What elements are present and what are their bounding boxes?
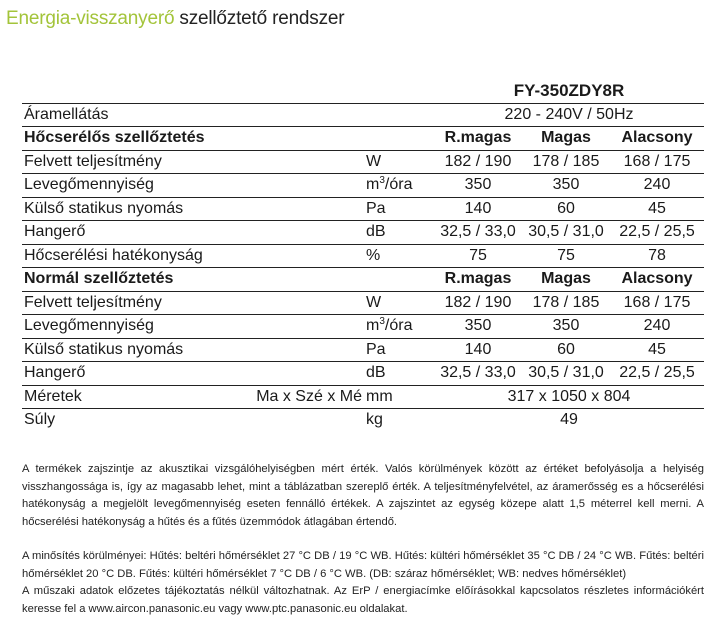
section-header-row [22, 268, 704, 292]
row-value: 30,5 / 31,0 [522, 221, 610, 245]
spec-row [22, 338, 704, 362]
row-label: Méretek [22, 385, 242, 409]
col-header: R.magas [434, 127, 522, 151]
row-label: Hangerő [22, 362, 364, 386]
row-unit: mm [364, 385, 434, 409]
row-label: Külső statikus nyomás [22, 197, 364, 221]
row-value: 60 [522, 338, 610, 362]
spec-row [22, 174, 704, 198]
row-value: 45 [610, 197, 704, 221]
row-value: 168 / 175 [610, 291, 704, 315]
spec-row [22, 291, 704, 315]
row-value: 22,5 / 25,5 [610, 362, 704, 386]
page-title [6, 8, 344, 30]
row-value: 60 [522, 197, 610, 221]
row-value: 75 [522, 244, 610, 268]
row-value: 140 [434, 338, 522, 362]
row-value: 350 [434, 174, 522, 198]
row-label: Felvett teljesítmény [22, 150, 364, 174]
weight-value: 49 [560, 411, 578, 429]
col-header: Magas [522, 268, 610, 292]
section-heading: Normál szellőztetés [22, 268, 434, 292]
row-value: 75 [434, 244, 522, 268]
spec-row [22, 197, 704, 221]
row-unit: dB [364, 362, 434, 386]
row-value: 240 [610, 174, 704, 198]
col-header: R.magas [434, 268, 522, 292]
note-paragraph: A termékek zajszintje az akusztikai vizsgálóhelyiségben mért érték. Valós körülmények között az értéket befolyásolja a helyiség visszhangossága is, így az magasabb lehet, mint a táblázatban szereplő érték. A teljesítményfelvétel, az áramerősség es a hőcserélési hatékonyság a megjelölt levegőmennyiség eseten fennálló értékek. A zajszintet az egység közepe alatt 1,5 méterrel kell merni. A hőcserélési hatékonyság a hűtés és a fűtés üzemmódok átlagában értendő. [22, 463, 704, 528]
section2-rows [22, 291, 704, 385]
spec-row [22, 315, 704, 339]
spec-row [22, 221, 704, 245]
dimensions-sublabel: Ma x Szé x Mé [242, 385, 364, 409]
row-value: 178 / 185 [522, 150, 610, 174]
row-value: 350 [434, 315, 522, 339]
row-value: 350 [522, 315, 610, 339]
row-value: 140 [434, 197, 522, 221]
power-value: 220 - 240V / 50Hz [434, 103, 704, 127]
notes-block [22, 461, 704, 531]
row-value: 168 / 175 [610, 150, 704, 174]
row-unit: W [364, 150, 434, 174]
row-label: Levegőmennyiség [22, 174, 364, 198]
section-header-row [22, 127, 704, 151]
model-name: FY-350ZDY8R [434, 80, 704, 103]
row-value: 78 [610, 244, 704, 268]
row-label: Súly [24, 411, 56, 429]
row-label: Hőcserélési hatékonyság [22, 244, 364, 268]
note-paragraph: A minősítés körülményei: Hűtés: beltéri hőmérséklet 27 °C DB / 19 °C WB. Hűtés: kültéri hőmérséklet 35 °C DB / 24 °C WB. Fűtés: beltéri hőmérséklet 20 °C DB. Fűtés: kültéri hőmérséklet 7 °C DB / 6 °C WB. (DB: száraz hőmérséklet; WB: nedves hőmérséklet) [22, 550, 704, 580]
notes-block [22, 548, 704, 618]
row-value: 240 [610, 315, 704, 339]
spec-row [22, 244, 704, 268]
row-unit: Pa [364, 197, 434, 221]
power-row [22, 103, 704, 127]
section1-rows [22, 150, 704, 268]
row-unit: dB [364, 221, 434, 245]
spec-table [22, 80, 704, 432]
spec-row [22, 362, 704, 386]
row-value: 22,5 / 25,5 [610, 221, 704, 245]
row-label: Felvett teljesítmény [22, 291, 364, 315]
row-value: 32,5 / 33,0 [434, 221, 522, 245]
row-label: Áramellátás [22, 103, 242, 127]
dimensions-row [22, 385, 704, 409]
note-paragraph: A műszaki adatok előzetes tájékoztatás nélkül változhatnak. Az ErP / energiacímke előírásokkal kapcsolatos részletes információkért keresse fel a www.aircon.panasonic.eu vagy www.ptc.panasonic.eu oldalakat. [22, 585, 704, 615]
row-value: 32,5 / 33,0 [434, 362, 522, 386]
row-unit: W [364, 291, 434, 315]
title-rest: szellőztető rendszer [174, 8, 345, 29]
row-value: 182 / 190 [434, 291, 522, 315]
row-label: Hangerő [22, 221, 364, 245]
dimensions-value: 317 x 1050 x 804 [434, 385, 704, 409]
col-header: Magas [522, 127, 610, 151]
row-value: 350 [522, 174, 610, 198]
row-value: 178 / 185 [522, 291, 610, 315]
weight-row [22, 409, 704, 432]
model-row [22, 80, 704, 103]
row-label: Külső statikus nyomás [22, 338, 364, 362]
row-label: Levegőmennyiség [22, 315, 364, 339]
row-unit: $m^3$/óra [364, 174, 434, 198]
row-unit: $m^3$/óra [364, 315, 434, 339]
title-highlight: Energia-visszanyerő [6, 8, 175, 29]
row-unit: kg [366, 411, 383, 429]
section-heading: Hőcserélős szellőztetés [22, 127, 434, 151]
col-header: Alacsony [610, 127, 704, 151]
row-value: 182 / 190 [434, 150, 522, 174]
row-unit: % [364, 244, 434, 268]
row-value: 30,5 / 31,0 [522, 362, 610, 386]
col-header: Alacsony [610, 268, 704, 292]
row-unit: Pa [364, 338, 434, 362]
row-value: 45 [610, 338, 704, 362]
spec-row [22, 150, 704, 174]
